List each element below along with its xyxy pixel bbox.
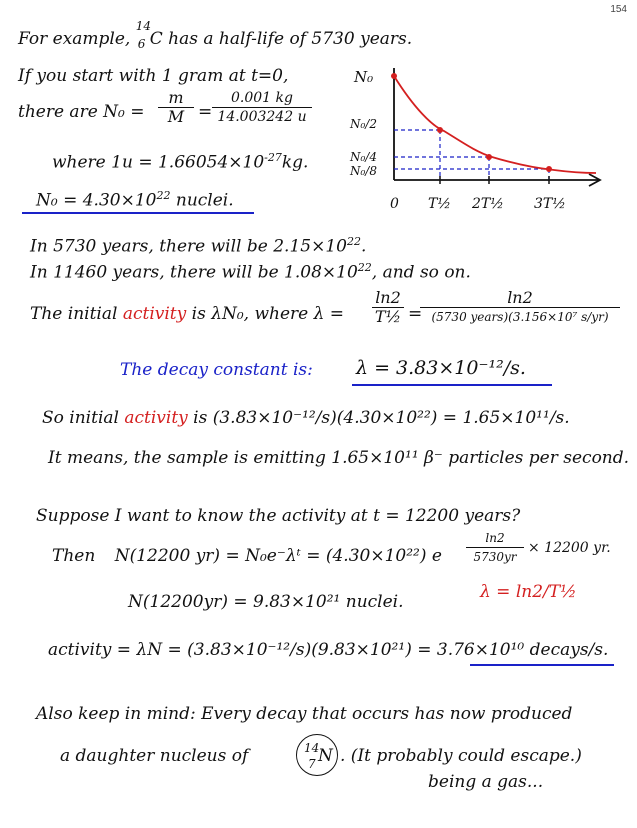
point-n0 — [391, 73, 397, 79]
decay-curve-graph — [344, 60, 614, 220]
activity-word-2: activity — [124, 408, 188, 428]
nitrogen-symbol: N — [318, 746, 333, 766]
label-n0-half: N₀/2 — [350, 117, 377, 131]
label-x-3t-half: 3T½ — [534, 196, 566, 212]
line-amu: where $1u = 1.66054\times 10^{-27}kg$. — [52, 151, 309, 173]
line-start: If you start with 1 gram at t=0, — [18, 66, 289, 86]
line-activity-result: activity = λN = (3.83×10⁻¹²/s)(9.83×10²¹) = 3.76×10¹⁰ decays/s. — [48, 640, 609, 660]
fraction-mass: 0.001 kg 14.003242 u — [212, 90, 312, 125]
decay-curve — [394, 76, 596, 173]
line-escape: . (It probably could escape.) — [340, 746, 582, 766]
label-n0: N₀ — [354, 68, 374, 86]
exponent-time: × 12200 yr. — [528, 540, 611, 556]
line-suppose: Suppose I want to know the activity at t = 12200 years? — [36, 506, 521, 526]
decay-constant-value: λ = 3.83×10⁻¹²/s. — [356, 357, 526, 379]
label-x-0: 0 — [390, 196, 399, 212]
lambda-note: λ = ln2/T½ — [480, 582, 577, 602]
point-eighth — [546, 166, 552, 172]
decay-constant-underline — [352, 384, 552, 386]
fraction-lambda: ln2 (5730 years)(3.156×10⁷ s/yr) — [420, 290, 620, 325]
carbon-mass-number: 14 — [135, 19, 152, 33]
line-gas: being a gas... — [428, 772, 544, 792]
activity-word: activity — [122, 304, 187, 324]
point-quarter — [486, 154, 492, 160]
label-n0-quarter: N₀/4 — [350, 150, 377, 164]
line-n0-value: $N_0 = 4.30\times 10^{22}$ nuclei. — [36, 189, 234, 211]
intro-half-life: has a half-life of 5730 years. — [168, 29, 413, 49]
line-n-12200: N(12200yr) = 9.83×10²¹ nuclei. — [128, 592, 404, 612]
line-11460-years: In 11460 years, there will be $1.08\times 10^{22}$, and so on. — [30, 261, 471, 283]
equals-sign: = — [198, 102, 213, 122]
line-then: Then N(12200 yr) = N₀e⁻λᵗ = (4.30×10²²) e — [52, 546, 442, 566]
line-initial-activity: The initial activity is λN₀, where λ = — [30, 304, 345, 324]
carbon-symbol: C — [149, 29, 163, 49]
line-intro — [18, 19, 413, 51]
point-half — [437, 127, 443, 133]
n0-underline — [22, 212, 254, 214]
nitrogen-mass-number: 14 — [304, 741, 320, 755]
line-daughter: a daughter nucleus of — [60, 746, 249, 766]
intro-text: For example, — [18, 29, 131, 49]
equals-sign-2: = — [408, 304, 423, 324]
line-keep-in-mind: Also keep in mind: Every decay that occurs has now produced — [36, 704, 573, 724]
exponent-fraction: ln2 5730yr — [466, 530, 524, 565]
page-number: 154 — [610, 4, 627, 15]
label-x-2t-half: 2T½ — [472, 196, 504, 212]
line-5730-years: In 5730 years, there will be $2.15\times 10^{22}$. — [30, 235, 367, 257]
carbon-atomic-number: 6 — [137, 37, 146, 51]
label-n0-eighth: N₀/8 — [350, 164, 377, 178]
fraction-m-over-M: m M — [158, 90, 194, 125]
activity-result: 3.76×10¹⁰ decays/s. — [436, 640, 609, 660]
label-x-t-half: T½ — [428, 196, 451, 212]
fraction-ln2-thalf: ln2 T½ — [372, 290, 404, 325]
line-emitting: It means, the sample is emitting 1.65×10¹¹ β⁻ particles per second. — [48, 448, 630, 468]
nitrogen-atomic-number: 7 — [308, 757, 316, 771]
activity-underline — [470, 664, 614, 666]
line-n0-text: there are N₀ = — [18, 102, 145, 122]
line-so-initial-activity: So initial activity is (3.83×10⁻¹²/s)(4.30×10²²) = 1.65×10¹¹/s. — [42, 408, 570, 428]
decay-constant-label: The decay constant is: — [120, 360, 313, 380]
